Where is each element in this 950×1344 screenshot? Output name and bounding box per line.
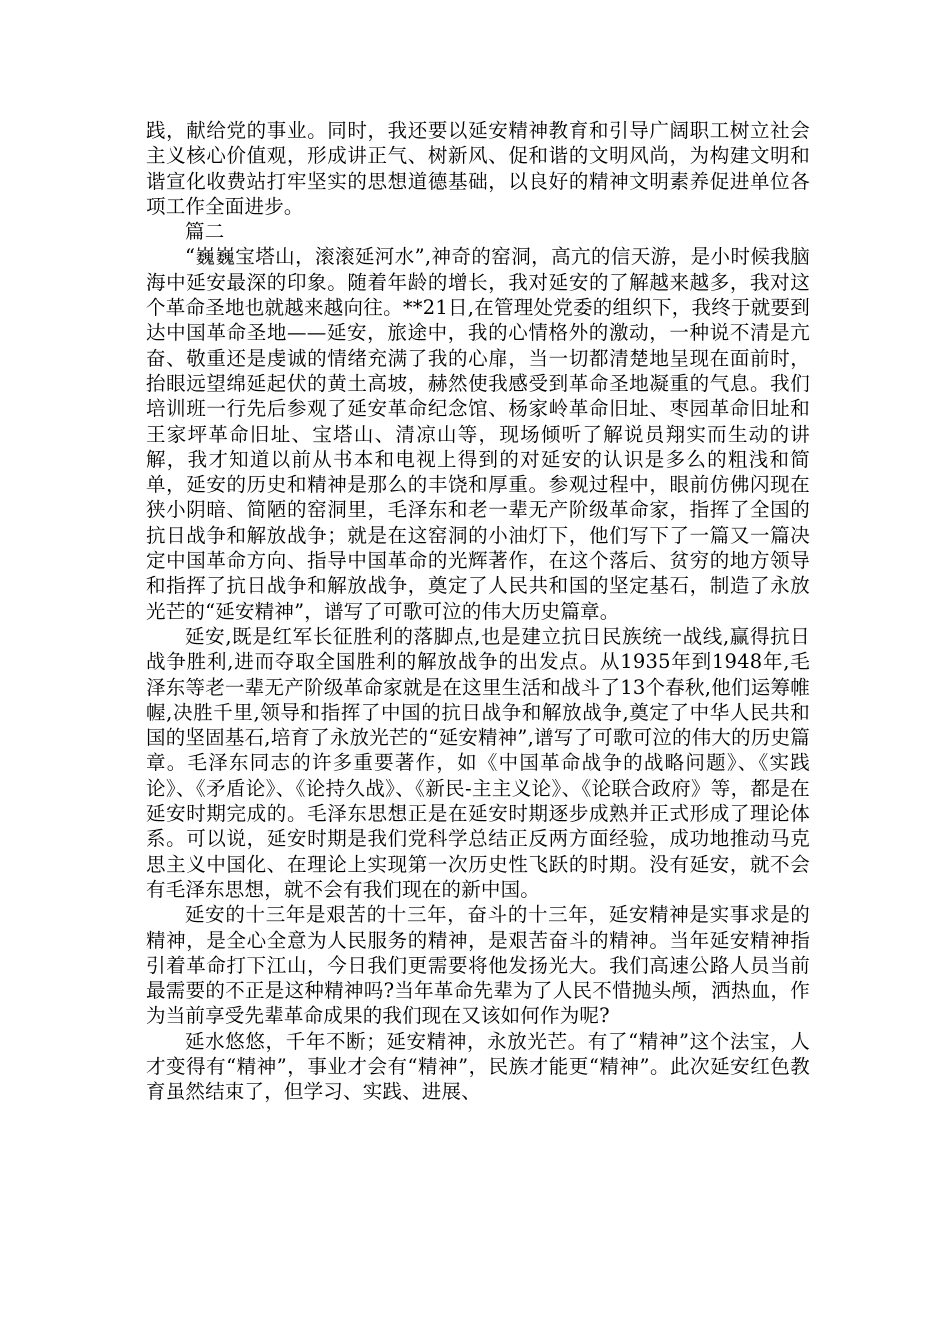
paragraph-intro-continuation: 践，献给党的事业。同时，我还要以延安精神教育和引导广阔职工树立社会主义核心价值观，形成讲正气、树新风、促和谐的文明风尚，为构建文明和谐宣化收费站打牢坚实的思想道德基础，以良好的精神文明素养促进单位各项工作全面进步。 <box>146 119 810 218</box>
paragraph-yanan-history: 延安,既是红军长征胜利的落脚点,也是建立抗日民族统一战线,赢得抗日战争胜利,进而夺取全国胜利的解放战争的出发点。从1935年到1948年,毛泽东等老一辈无产阶级革命家就是在这里生活和战斗了13个春秋,他们运筹帷幄,决胜千里,领导和指挥了中国的抗日战争和解放战争,奠定了中华人民共和国的坚固基石,培育了永放光芒的“延安精神”,谱写了可歌可泣的伟大的历史篇章。毛泽东同志的许多重要著作，如《中国革命战争的战略问题》、《实践论》、《矛盾论》、《论持久战》、《新民-主主义论》、《论联合政府》等，都是在延安时期完成的。毛泽东思想正是在延安时期逐步成熟并正式形成了理论体系。可以说，延安时期是我们党科学总结正反两方面经验，成功地推动马克思主义中国化、在理论上实现第一次历史性飞跃的时期。没有延安，就不会有毛泽东思想，就不会有我们现在的新中国。 <box>146 624 810 901</box>
paragraph-closing: 延水悠悠，千年不断；延安精神，永放光芒。有了“精神”这个法宝，人才变得有“精神”，事业才会有“精神”，民族才能更“精神”。此次延安红色教育虽然结束了，但学习、实践、进展、 <box>146 1029 810 1104</box>
paragraph-yanan-spirit: 延安的十三年是艰苦的十三年，奋斗的十三年，延安精神是实事求是的精神，是全心全意为人民服务的精神，是艰苦奋斗的精神。当年延安精神指引着革命打下江山，今日我们更需要将他发扬光大。我们高速公路人员当前最需要的不正是这种精神吗?当年革命先辈为了人民不惜抛头颅，洒热血，作为当前享受先辈革命成果的我们现在又该如何作为呢? <box>146 903 810 1028</box>
document-body <box>146 118 810 1105</box>
paragraph-yanan-visit: “巍巍宝塔山，滚滚延河水”,神奇的窑洞，高亢的信天游，是小时候我脑海中延安最深的印象。随着年龄的增长，我对延安的了解越来越多，我对这个革命圣地也就越来越向往。**21日,在管理处党委的组织下，我终于就要到达中国革命圣地——延安，旅途中，我的心情格外的激动，一种说不清是亢奋、敬重还是虔诚的情绪充满了我的心扉，当一切都清楚地呈现在面前时，抬眼远望绵延起伏的黄土高坡，赫然使我感受到革命圣地凝重的气息。我们培训班一行先后参观了延安革命纪念馆、杨家岭革命旧址、枣园革命旧址和王家坪革命旧址、宝塔山、清凉山等，现场倾听了解说员翔实而生动的讲解，我才知道以前从书本和电视上得到的对延安的认识是多么的粗浅和简单，延安的历史和精神是那么的丰饶和厚重。参观过程中，眼前仿佛闪现在狭小阴暗、简陋的窑洞里，毛泽东和老一辈无产阶级革命家，指挥了全国的抗日战争和解放战争；就是在这窑洞的小油灯下，他们写下了一篇又一篇决定中国革命方向、指导中国革命的光辉著作，在这个落后、贫穷的地方领导和指挥了抗日战争和解放战争，奠定了人民共和国的坚定基石，制造了永放光芒的“延安精神”，谱写了可歌可泣的伟大历史篇章。 <box>146 245 810 623</box>
section-heading-pian-er: 篇二 <box>185 220 225 244</box>
